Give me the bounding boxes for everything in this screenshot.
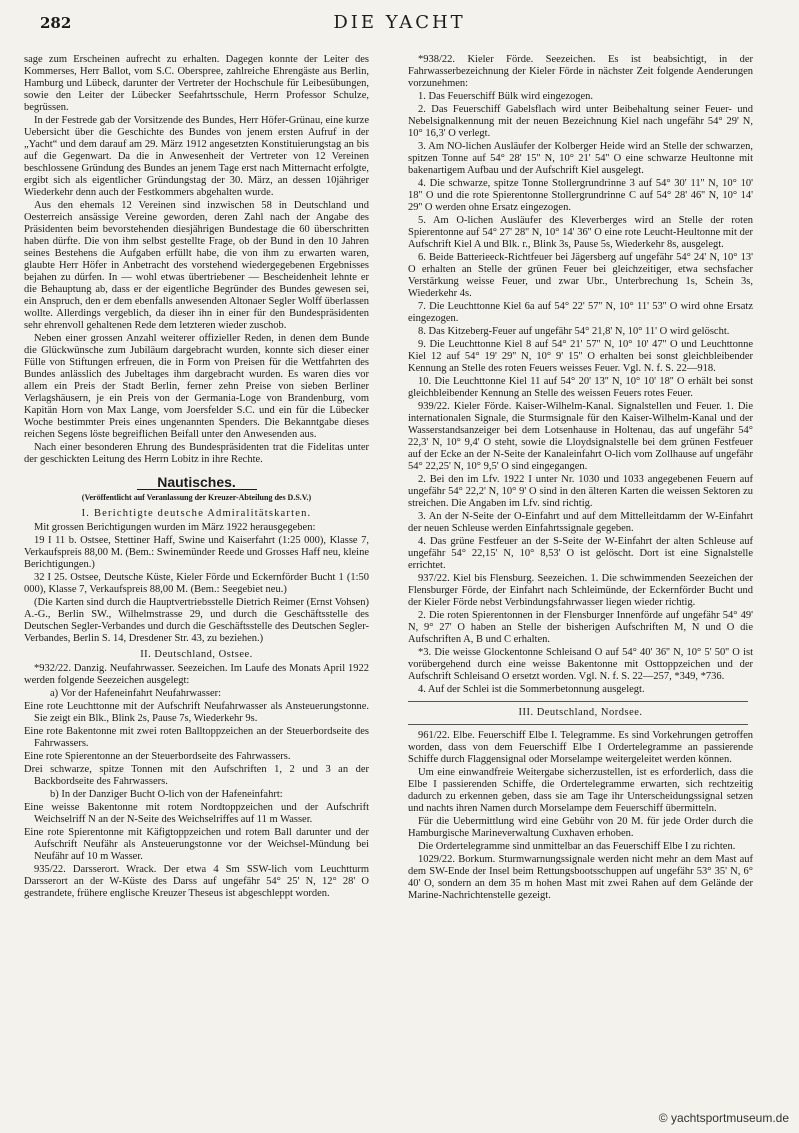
paragraph: Eine rote Spierentonne an der Steuerbordseite des Fahrwassers. (24, 751, 291, 762)
paragraph: Aus den ehemals 12 Vereinen sind inzwischen 58 in Deutschland und Oesterreich ansässige Vereine geworden, deren Zahl nach der Angabe des Präsidenten beim bevorstehenden diesjährigen Bundestage die 60 überschritten haben dürfte. Die von ihm selbst gestellte Frage, ob der Bund in den 10 Jahren seines Bestehens die Aufgaben erfüllt habe, die von ihm zu erwarten waren, glaubte Herr Höfer in Anbetracht des vorstehend wiedergegebenen Ergebnisses bejahen zu dürfen. In — wohl etwas übertriebener — Bescheidenheit lehnte er die Behauptung ab, dass er der eigentliche Begründer des Bundes gewesen sei, ein Anspruch, den er dem ebenfalls anwesenden Altonaer Segler Wolff überlassen wollte. Allerdings vergeblich, da dieser ihn in einer für den Bundespräsidenten sehr ehrenvoll gehaltenen Rede dem letzteren wieder zuschob. (24, 200, 369, 331)
paragraph: 935/22. Darsserort. Wrack. Der etwa 4 Sm SSW-lich vom Leuchtturm Darsserort an der W-Küste des Darss auf ungefähr 54° 25' N, 12° 28' O gestrandete, frühere englische Kreuzer Theseus ist abgeschleppt worden. (24, 864, 369, 899)
paragraph: 19 I 11 b. Ostsee, Stettiner Haff, Swine und Kaiserfahrt (1:25 000), Klasse 7, Verkaufspreis 88,00 M. (Bem.: Swinemünder Reede und Grosses Haff neu, kleine Berichtigungen.) (24, 535, 369, 570)
paragraph: 32 I 25. Ostsee, Deutsche Küste, Kieler Förde und Eckernförder Bucht 1 (1:50 000), Klasse 7, Verkaufspreis 88,00 M. (Bem.: Seegebiet neu.) (24, 572, 369, 595)
paragraph: 4. Die schwarze, spitze Tonne Stollergrundrinne 3 auf 54° 30' 11'' N, 10° 10' 18'' O und die rote Spierentonne Stollergrundrinne C auf 54° 28' 46'' N, 10° 14' 29'' O werden ohne Ersatz eingezogen. (408, 178, 753, 213)
paragraph: Nach einer besonderen Ehrung des Bundespräsidenten trat die Fidelitas unter der geschickten Leitung des Herrn Lobitz in ihre Rechte. (24, 442, 369, 465)
divider (408, 724, 748, 725)
paragraph: Eine rote Leuchttonne mit der Aufschrift Neufahrwasser als Ansteuerungstonne. Sie zeigt ein Blk., Blink 2s, Pause 7s, Wiederkehr 9s. (24, 701, 369, 724)
paragraph: *3. Die weisse Glockentonne Schleisand O auf 54° 40' 36'' N, 10° 5' 50'' O ist vorübergehend durch eine weisse Bakentonne mit Osttoppzeichen und der Aufschrift Schleisand O ersetzt worden. Vgl. N. f. S. 22—257, *349, *736. (408, 647, 753, 682)
paragraph: *932/22. Danzig. Neufahrwasser. Seezeichen. Im Laufe des Monats April 1922 werden folgende Seezeichen ausgelegt: (24, 663, 369, 686)
paragraph: 2. Das Feuerschiff Gabelsflach wird unter Beibehaltung seiner Feuer- und Nebelsignalkennung mit der neuen Bezeichnung Kiel nach ungefähr 54° 29' N, 10° 16,3' O verlegt. (408, 104, 753, 139)
paragraph: 6. Beide Batterieeck-Richtfeuer bei Jägersberg auf ungefähr 54° 24' N, 10° 13' O erhalten an Stelle der grünen Feuer bei gleichzeitiger, etwa sechsfacher Verstärkung weisse Feuer, und zwar Ubr., Unterbrechung 1s, Schein 3s, Wiederkehr 4s. (408, 252, 753, 299)
page-header (40, 8, 759, 38)
paragraph: Neben einer grossen Anzahl weiterer offizieller Reden, in denen dem Bunde die Glückwünsche zum Jubiläum dargebracht wurden, konnte sich dieser einer Fülle von Stiftungen erfreuen, die in Form von Preisen für die Wettfahrten des Bundes anlässlich des Jubeltages ihm dargebracht wurden. Es waren dies vor allem ein Preis der Stadt Berlin, ferner zehn Preise von sieben Berliner Verlagshäusern, je ein Preis von der Germania-Loge von Brandenburg, vom Kapitän Horn von Max Lange, vom Joersfelder S.C. und ein für die Lübecker Woche bestimmter Preis eines ungenannten Spenders. Die Bekanntgabe dieses reichen Segens löste begreiflichen Beifall unter den Anwesenden aus. (24, 333, 369, 440)
section-note: (Veröffentlicht auf Veranlassung der Kreuzer-Abteilung des D.S.V.) (81, 493, 312, 502)
paragraph: 10. Die Leuchttonne Kiel 11 auf 54° 20' 13'' N, 10° 10' 18'' O erhält bei sonst gleichbleibender Kennung an Stelle des weissen Feuers rotes Feuer. (408, 376, 753, 399)
paragraph: 961/22. Elbe. Feuerschiff Elbe I. Telegramme. Es sind Vorkehrungen getroffen worden, dass von dem Feuerschiff Elbe I Ordertelegramme an passierende Schiffe durch Flaggensignal oder Morselampe weitergeleitet werden können. (408, 730, 753, 765)
subsection-heading: II. Deutschland, Ostsee. (140, 649, 253, 660)
paragraph: 8. Das Kitzeberg-Feuer auf ungefähr 54° 21,8' N, 10° 11' O wird gelöscht. (418, 326, 730, 337)
paragraph: 2. Bei den im Lfv. 1922 I unter Nr. 1030 und 1033 angegebenen Feuern auf ungefähr 54° 22,2' N, 10° 9' O sind in den älteren Karten die weissen Sektoren zu streichen. Die Angaben im Lfv. sind richtig. (408, 474, 753, 509)
watermark (659, 1111, 789, 1125)
page-number: 282 (40, 14, 72, 32)
paragraph: 937/22. Kiel bis Flensburg. Seezeichen. 1. Die schwimmenden Seezeichen der Flensburger Förde, der Einfahrt nach Schleimünde, der Eckernförder Bucht und der Kieler Förde nebst Verbindungsfahrwasser liegen wieder richtig. (408, 573, 753, 608)
paragraph: 2. Die roten Spierentonnen in der Flensburger Innenförde auf ungefähr 54° 49' N, 9° 27' O haben an Stelle der bisherigen Aufschriften M, N und O die Aufschriften A, B und C erhalten. (408, 610, 753, 645)
section-title: Nautisches. (157, 474, 236, 490)
paragraph: b) In der Danziger Bucht O-lich von der Hafeneinfahrt: (50, 789, 283, 800)
paragraph: sage zum Erscheinen aufrecht zu erhalten. Dagegen konnte der Leiter des Kommerses, Herr Ballot, vom S.C. Oberspree, zahlreiche Ehrengäste aus Berlin, Hamburg und Lübeck, darunter der Vertreter der Hochschule für Leibesübungen, sowie den Leiter der Lübecker Seefahrtsschule, Herrn Professor Schulze, begrüssen. (24, 54, 369, 113)
paragraph: Eine weisse Bakentonne mit rotem Nordtoppzeichen und der Aufschrift Weichselriff N an der N-Seite des Weichselriffes auf 11 m Wasser. (24, 802, 369, 825)
paragraph: *938/22. Kieler Förde. Seezeichen. Es ist beabsichtigt, in der Fahrwasserbezeichnung der Kieler Förde in nächster Zeit folgende Aenderungen vorzunehmen: (408, 54, 753, 89)
paragraph: (Die Karten sind durch die Hauptvertriebsstelle Dietrich Reimer (Ernst Vohsen) A.-G., Berlin SW., Wilhelmstrasse 29, und durch die Geschäftsstelle des Deutschen Segler-Verbandes und durch die Geschäftsstelle des Deutschen Segler-Verbandes, Berlin S. 14, Dresdener Str. 43, zu beziehen.) (24, 597, 369, 644)
paragraph: Um eine einwandfreie Weitergabe sicherzustellen, ist es erforderlich, dass die Elbe I passierenden Schiffe, die Ordertelegramme erwarten, sich rechtzeitig dadurch zu erkennen geben, dass sie am Tage ihr Unterscheidungssignal setzen und nachts ihren Namen durch Morselampe dem Feuerschiff übermitteln. (408, 767, 753, 814)
running-title: DIE YACHT (333, 12, 466, 33)
paragraph: 9. Die Leuchttonne Kiel 8 auf 54° 21' 57'' N, 10° 10' 47'' O und Leuchttonne Kiel 12 auf 54° 19' 29'' N, 10° 9' 15'' O erhalten bei sonst gleichbleibender Kennung an Stelle des roten Feuers weisses Feuer. Vgl. N. f. S. 22—918. (408, 339, 753, 374)
paragraph: Für die Uebermittlung wird eine Gebühr von 20 M. für jede Order durch die Hamburgische Marineverwaltung Cuxhaven erhoben. (408, 816, 753, 839)
paragraph: 5. Am O-lichen Ausläufer des Kleverberges wird an Stelle der roten Spierentonne auf 54° 27' 28'' N, 10° 14' 36'' O eine rote Leucht-Heultonne mit der Aufschrift Kiel A und Blk. r., Blink 3s, Pause 5s, Wiederkehr 8s, ausgelegt. (408, 215, 753, 250)
paragraph: Eine rote Bakentonne mit zwei roten Balltoppzeichen an der Steuerbordseite des Fahrwassers. (24, 726, 369, 749)
paragraph: Die Ordertelegramme sind unmittelbar an das Feuerschiff Elbe I zu richten. (418, 841, 736, 852)
paragraph: 3. Am NO-lichen Ausläufer der Kolberger Heide wird an Stelle der schwarzen, spitzen Tonne auf 54° 28' 15'' N, 10° 21' 54'' O eine schwarze Heultonne mit bakenartigem Aufbau und der Aufschrift Kiel ausgelegt. (408, 141, 753, 176)
subsection-heading: I. Berichtigte deutsche Admiralitätskarten. (81, 508, 312, 519)
divider (408, 701, 748, 702)
paragraph: a) Vor der Hafeneinfahrt Neufahrwasser: (50, 688, 222, 699)
subsection-heading: III. Deutschland, Nordsee. (518, 707, 643, 718)
paragraph: Eine rote Spierentonne mit Käfigtoppzeichen und rotem Ball darunter und der Aufschrift Neufähr als Ansteuerungstonne vor der Weichsel-Mündung bei Neufähr auf 10 m Wasser. (24, 827, 369, 862)
paragraph: Mit grossen Berichtigungen wurden im März 1922 herausgegeben: (34, 522, 316, 533)
paragraph: 939/22. Kieler Förde. Kaiser-Wilhelm-Kanal. Signalstellen und Feuer. 1. Die internationalen Signale, die Sturmsignale für den Kaiser-Wilhelm-Kanal und der Wasserstandsanzeiger bei dem Lotsenhause in Holtenau, das auf ungefähr 54° 22,3' N, 10° 9,4' O steht, sowie die Lloydsignalstelle bei dem grünen Festfeuer auf der Ecke an der N-Seite der Kanaleinfahrt O-lich vom Zollhause auf ungefähr 54° 22,25' N, 10° 9,5' O sind eingegangen. (408, 401, 753, 472)
paragraph: Drei schwarze, spitze Tonnen mit den Aufschriften 1, 2 und 3 an der Backbordseite des Fahrwassers. (24, 764, 369, 787)
paragraph: 7. Die Leuchttonne Kiel 6a auf 54° 22' 57'' N, 10° 11' 53'' O wird ohne Ersatz eingezogen. (408, 301, 753, 324)
paragraph: 1029/22. Borkum. Sturmwarnungssignale werden nicht mehr an dem Mast auf dem SW-Ende der Insel beim Rettungsbootsschuppen auf ungefähr 53° 35' N, 6° 40' O, sondern an dem 35 m hohen Mast mit zwei Rahen auf dem Gelände der Marine-Nachrichtenstelle gezeigt. (408, 854, 753, 901)
left-column (24, 54, 369, 1114)
right-column (408, 54, 753, 1114)
paragraph: 1. Das Feuerschiff Bülk wird eingezogen. (418, 91, 594, 102)
paragraph: 4. Auf der Schlei ist die Sommerbetonnung ausgelegt. (418, 684, 645, 695)
paragraph: 4. Das grüne Festfeuer an der S-Seite der W-Einfahrt der alten Schleuse auf ungefähr 54° 22,15' N, 10° 8,53' O ist gelöscht. Dort ist eine Signalstelle errichtet. (408, 536, 753, 571)
watermark-text: © yachtsportmuseum.de (658, 1111, 789, 1125)
paragraph: 3. An der N-Seite der O-Einfahrt und auf dem Mittelleitdamm der W-Einfahrt der neuen Schleuse werden Einfahrtssignale gegeben. (408, 511, 753, 534)
paragraph: In der Festrede gab der Vorsitzende des Bundes, Herr Höfer-Grünau, eine kurze Uebersicht über die Geschichte des Bundes von jenem ersten Aufruf in der „Yacht“ und dem darauf am 29. März 1912 angesetzten Konstituierungstag an bis auf die Gegenwart. Da die in Anwesenheit der Vertreter von 12 Vereinen beschlossene Gründung des Bundes an jenem Tage erst nach Mitternacht erfolgte, ergibt sich als eigentlicher Gründungstag der 30. März, an dessen 10jähriger Wiederkehr denn auch der Festkommers abgehalten wurde. (24, 115, 369, 198)
